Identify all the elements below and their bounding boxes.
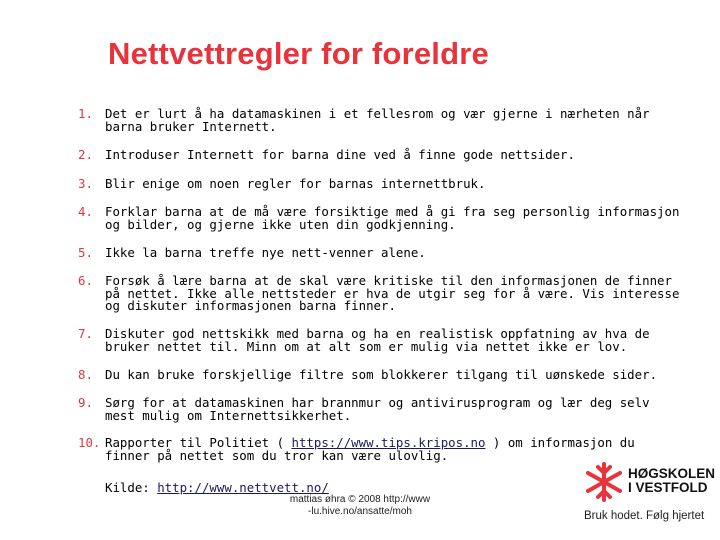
logo-line-2: I VESTFOLD xyxy=(628,480,708,495)
page-title: Nettvettregler for foreldre xyxy=(108,36,489,71)
item-number: 10. xyxy=(78,435,101,450)
item-text: Du kan bruke forskjellige filtre som blokkerer tilgang til uønskede sider. xyxy=(105,367,658,382)
item-text: Sørg for at datamaskinen har brannmur og antivirusprogram og lær deg selv mest mulig om Internettsikkerhet. xyxy=(105,395,650,423)
footer-credit xyxy=(250,494,470,518)
college-logo xyxy=(584,460,714,530)
item-text xyxy=(105,437,680,462)
item-number: 1. xyxy=(78,106,93,121)
item-number: 3. xyxy=(78,176,93,191)
item-number: 4. xyxy=(78,204,93,219)
source-label: Kilde: xyxy=(105,480,158,495)
footer-line-2: -lu.hive.no/ansatte/moh xyxy=(308,506,412,517)
item-text: Forklar barna at de må være forsiktige med å gi fra seg personlig informasjon og bilder, og gjerne ikke uten din godkjenning. xyxy=(105,204,680,232)
logo-line-1: HØGSKOLEN xyxy=(628,466,716,481)
item-number: 5. xyxy=(78,245,93,260)
item-text-before: Rapporter til Politiet ( xyxy=(105,435,292,450)
item-text: Diskuter god nettskikk med barna og ha en realistisk oppfatning av hva de bruker nettet til. Minn om at alt som er mulig via nettet ikke er lov. xyxy=(105,326,650,354)
item-number: 6. xyxy=(78,273,93,288)
nettvett-link[interactable]: http://www.nettvett.no/ xyxy=(157,480,329,495)
footer-line-1: mattias øhra © 2008 http://www xyxy=(289,494,431,505)
item-text-after: ) om informasjon du finner på nettet som du tror kan være ulovlig. xyxy=(105,435,635,463)
logo-slogan: Bruk hodet. Følg hjertet xyxy=(584,510,705,522)
snowflake-icon xyxy=(584,460,624,504)
item-text: Blir enige om noen regler for barnas internettbruk. xyxy=(105,176,486,191)
item-number: 2. xyxy=(78,147,93,162)
item-number: 9. xyxy=(78,395,93,410)
logo-name xyxy=(628,467,715,495)
source-line xyxy=(105,480,329,495)
kripos-link[interactable]: https://www.tips.kripos.no xyxy=(291,435,486,450)
item-text: Ikke la barna treffe nye nett-venner alene. xyxy=(105,245,426,260)
item-number: 7. xyxy=(78,326,93,341)
item-text: Introduser Internett for barna dine ved å finne gode nettsider. xyxy=(105,147,575,162)
item-number: 8. xyxy=(78,367,93,382)
item-text: Det er lurt å ha datamaskinen i et fellesrom og vær gjerne i nærheten når barna bruker Internett. xyxy=(105,106,650,134)
item-text: Forsøk å lære barna at de skal være kritiske til den informasjonen de finner på nettet. Ikke alle nettsteder er hva de utgir seg for å være. Vis interesse og diskuter informasjonen barna finner. xyxy=(105,273,680,313)
